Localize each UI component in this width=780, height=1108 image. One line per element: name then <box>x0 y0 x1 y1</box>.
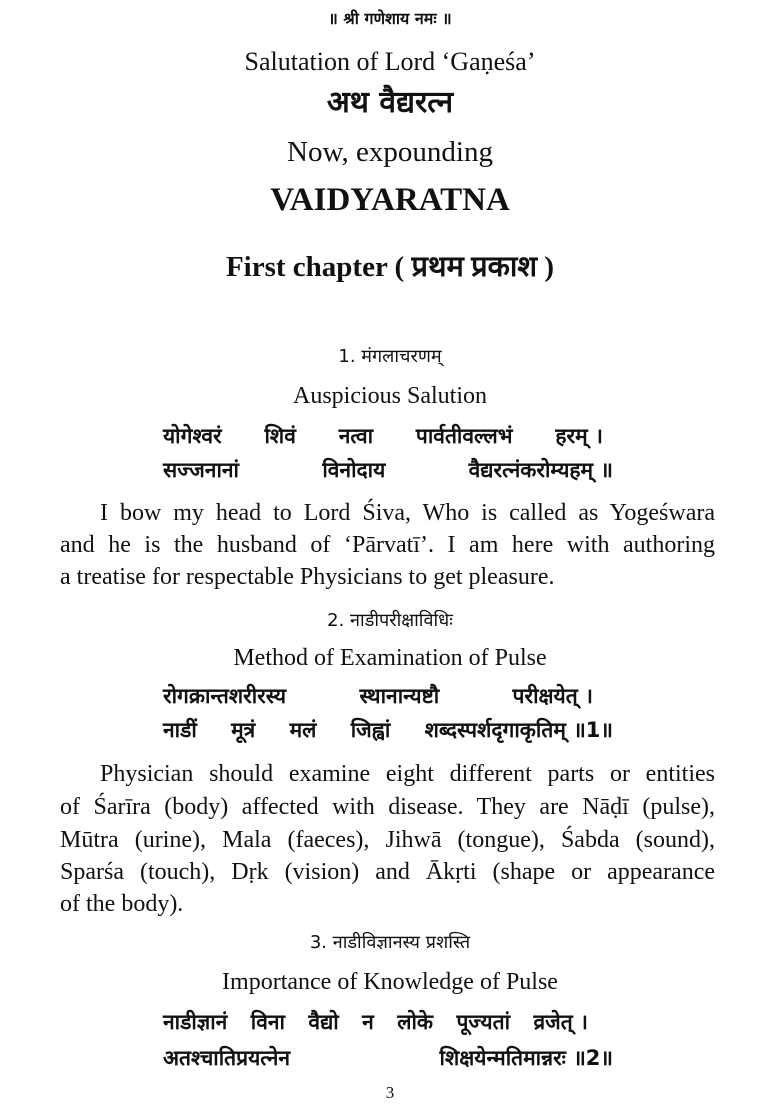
verse-word: मूत्रं <box>231 718 256 742</box>
verse-word: स्थानान्यष्टौ <box>359 684 440 708</box>
section-3-heading-sanskrit: 3. नाडीविज्ञानस्य प्रशस्ति <box>309 932 471 953</box>
verse-word: सज्जनानां <box>163 458 239 482</box>
verse-word: रोगक्रान्तशरीरस्य <box>163 684 287 708</box>
verse-word: परीक्षयेत् । <box>512 684 593 708</box>
verse-word: वैद्यरत्नंकरोम्यहम् ॥ <box>468 458 613 482</box>
section-3-verse-line-2 <box>163 1048 613 1069</box>
verse-word: योगेश्वरं <box>163 424 222 448</box>
verse-word: लोके <box>397 1010 434 1034</box>
verse-word: वैद्यो <box>308 1010 339 1034</box>
section-2-translation-line: Physician should examine eight different parts or entities <box>100 761 715 787</box>
verse-word: विना <box>250 1010 285 1034</box>
verse-word: नत्वा <box>338 424 374 448</box>
page-number: 3 <box>385 1083 395 1102</box>
verse-word: अतश्चातिप्रयत्नेन <box>163 1046 291 1070</box>
invocation: ॥ श्री गणेशाय नमः ॥ <box>328 9 452 28</box>
section-3-heading-english: Importance of Knowledge of Pulse <box>222 969 558 995</box>
section-1-heading-sanskrit: 1. मंगलाचरणम् <box>338 346 442 367</box>
section-2-translation-line: Mūtra (urine), Mala (faeces), Jihwā (tongue), Śabda (sound), <box>60 827 715 853</box>
verse-word: जिह्वां <box>350 718 391 742</box>
section-2-verse-line-1 <box>163 686 593 707</box>
section-1-verse-line-2 <box>163 460 613 481</box>
salutation-heading: Salutation of Lord ‘Gaṇeśa’ <box>244 47 536 76</box>
section-1-heading-english: Auspicious Salution <box>292 383 487 409</box>
section-2-heading-sanskrit: 2. नाडीपरीक्षाविधिः <box>327 610 453 631</box>
chapter-heading: First chapter ( प्रथम प्रकाश ) <box>225 251 555 283</box>
verse-word: शब्दस्पर्शदृगाकृतिम् ॥1॥ <box>424 718 613 742</box>
verse-word: व्रजेत् । <box>533 1010 588 1034</box>
now-expounding: Now, expounding <box>287 136 493 168</box>
verse-word: पूज्यतां <box>456 1010 511 1034</box>
section-1-translation-line: I bow my head to Lord Śiva, Who is called as Yogeśwara <box>100 500 715 526</box>
section-1-verse-line-1 <box>163 426 603 447</box>
section-2-heading-english: Method of Examination of Pulse <box>233 645 547 671</box>
verse-word: मलं <box>289 718 317 742</box>
title-sanskrit: अथ वैद्यरत्न <box>326 85 454 120</box>
section-3-verse-line-1 <box>163 1012 588 1033</box>
verse-word: विनोदाय <box>322 458 386 482</box>
section-2-verse-line-2 <box>163 720 613 741</box>
section-2-translation-line: of Śarīra (body) affected with disease. They are Nāḍī (pulse), <box>60 794 715 820</box>
verse-word: हरम् । <box>555 424 603 448</box>
verse-word: पार्वतीवल्लभं <box>415 424 513 448</box>
verse-word: नाडीं <box>163 718 197 742</box>
section-2-translation-line: Sparśa (touch), Dṛk (vision) and Ākṛti (shape or appearance <box>60 859 715 885</box>
verse-word: न <box>362 1010 374 1034</box>
verse-word: शिक्षयेन्मतिमान्नरः ॥2॥ <box>439 1046 613 1070</box>
verse-word: शिवं <box>264 424 296 448</box>
section-1-translation-line: and he is the husband of ‘Pārvatī’. I am here with authoring <box>60 532 715 558</box>
book-title: VAIDYARATNA <box>270 182 510 218</box>
verse-word: नाडीज्ञानं <box>163 1010 228 1034</box>
section-1-translation-line: a treatise for respectable Physicians to get pleasure. <box>60 564 555 590</box>
section-2-translation-line: of the body). <box>60 891 184 917</box>
